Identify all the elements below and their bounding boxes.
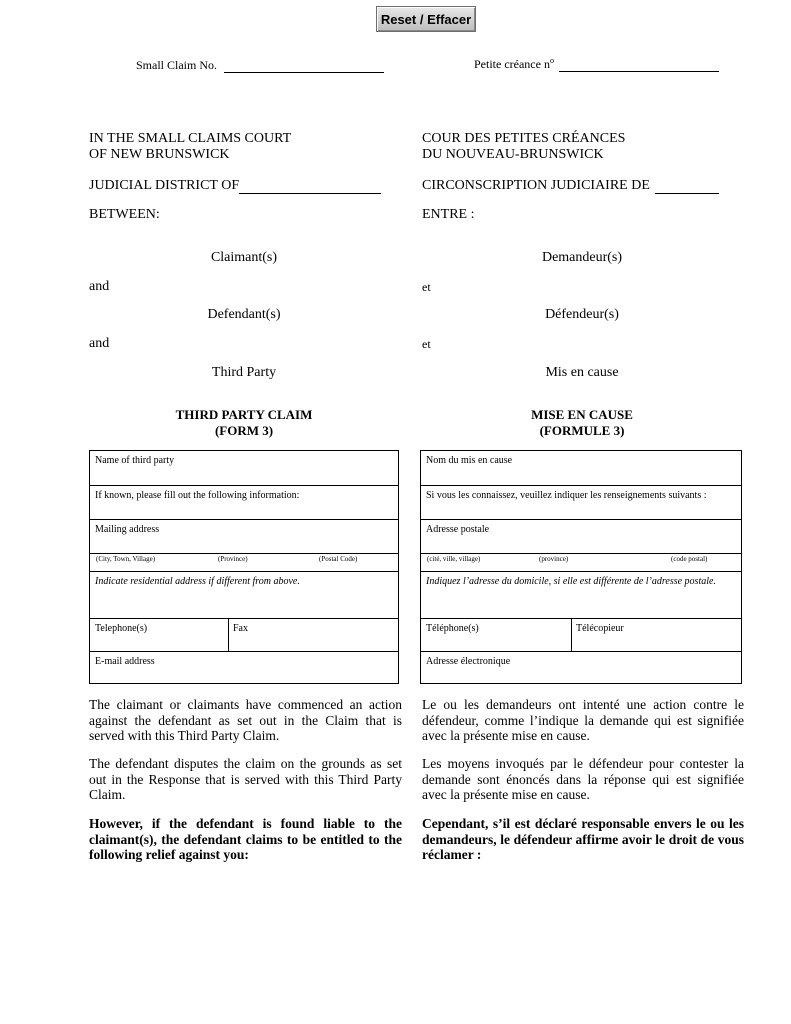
telephone-label-en: Telephone(s): [95, 623, 148, 634]
and-en-2: and: [89, 336, 110, 351]
postal-code-label-en: (Postal Code): [319, 555, 358, 563]
petite-creance-no-label: Petite créance n: [474, 57, 550, 71]
form-title-line2-fr: (FORMULE 3): [539, 423, 625, 438]
mailing-row-fr[interactable]: [421, 520, 741, 553]
paragraph-2-fr: Les moyens invoqués par le défendeur pour contester la demande sont énoncés dans la réponse qui est signifiée avec la présente mise en cause.: [422, 756, 744, 802]
paragraph-3-en: However, if the defendant is found liable to the claimant(s), the defendant claims to be entitled to the following relief against you:: [89, 816, 402, 862]
judicial-district-en: [89, 178, 381, 194]
between-en: BETWEEN:: [89, 207, 160, 222]
telephone-cell-fr[interactable]: [421, 619, 572, 651]
residential-row-fr[interactable]: [421, 572, 741, 619]
email-row-en[interactable]: [90, 652, 398, 683]
address-detail-row-fr: [421, 553, 741, 572]
and-en-1: and: [89, 279, 110, 294]
mailing-label-fr: Adresse postale: [426, 524, 490, 535]
form-title-line1-en: THIRD PARTY CLAIM: [175, 407, 313, 422]
judicial-district-label-fr: CIRCONSCRIPTION JUDICIAIRE DE: [422, 178, 650, 193]
name-label-en: Name of third party: [95, 455, 175, 466]
paragraph-1-en: The claimant or claimants have commenced an action against the defendant as set out in the Claim that is served with this Third Party Claim.: [89, 697, 402, 743]
third-party-label-en: Third Party: [211, 365, 277, 380]
between-fr: ENTRE :: [422, 207, 475, 222]
fax-cell-fr[interactable]: [571, 619, 741, 651]
form-title-line2-en: (FORM 3): [214, 423, 274, 438]
form-title-en: [89, 407, 399, 439]
judicial-district-field-en[interactable]: [239, 179, 381, 194]
fax-cell-en[interactable]: [228, 619, 398, 651]
if-known-label-fr: Si vous les connaissez, veuillez indiquer les renseignements suivants :: [426, 490, 707, 501]
defendant-label-fr: Défendeur(s): [545, 307, 619, 322]
paragraph-3-fr: Cependant, s’il est déclaré responsable envers le ou les demandeurs, le défendeur affirme avoir le droit de vous réclamer :: [422, 816, 744, 862]
small-claim-no-label: Small Claim No.: [136, 58, 217, 72]
postal-code-label-fr: (code postal): [671, 555, 708, 563]
fax-label-fr: Télécopieur: [576, 623, 624, 634]
judicial-district-label-en: JUDICIAL DISTRICT OF: [89, 178, 240, 193]
defendant-label-en: Defendant(s): [207, 307, 281, 322]
court-line2-en: OF NEW BRUNSWICK: [89, 147, 230, 162]
city-label-fr: (cité, ville, village): [427, 555, 481, 563]
court-line1-fr: COUR DES PETITES CRÉANCES: [422, 131, 626, 146]
if-known-row-fr: [421, 486, 741, 520]
claimant-label-fr: Demandeur(s): [541, 250, 623, 265]
court-line1-en: IN THE SMALL CLAIMS COURT: [89, 131, 292, 146]
third-party-label-fr: Mis en cause: [545, 365, 619, 380]
phone-fax-row-en: [90, 619, 398, 652]
province-label-en: (Province): [218, 555, 248, 563]
if-known-row-en: [90, 486, 398, 520]
court-name-en: [89, 131, 291, 163]
petite-creance-no-field[interactable]: [559, 59, 719, 72]
residential-label-fr: Indiquez l’adresse du domicile, si elle est différente de l’adresse postale.: [426, 576, 716, 587]
name-row-fr[interactable]: [421, 451, 741, 486]
residential-row-en[interactable]: [90, 572, 398, 619]
phone-fax-row-fr: [421, 619, 741, 652]
email-label-fr: Adresse électronique: [426, 656, 511, 667]
judicial-district-fr: [422, 178, 719, 194]
paragraph-1-fr: Le ou les demandeurs ont intenté une action contre le défendeur, comme l’indique la demande qui est signifiée avec la présente mise en cause.: [422, 697, 744, 743]
and-fr-1: et: [422, 280, 431, 294]
mailing-label-en: Mailing address: [95, 524, 160, 535]
residential-label-en: Indicate residential address if different from above.: [95, 576, 300, 587]
telephone-label-fr: Téléphone(s): [426, 623, 479, 634]
email-row-fr[interactable]: [421, 652, 741, 683]
superscript-o: o: [549, 56, 554, 65]
court-name-fr: [422, 131, 625, 163]
reset-button[interactable]: Reset / Effacer: [376, 6, 476, 32]
and-fr-2: et: [422, 337, 431, 351]
third-party-info-box-en: [89, 450, 399, 684]
form-title-fr: [422, 407, 742, 439]
province-label-fr: (province): [539, 555, 569, 563]
name-label-fr: Nom du mis en cause: [426, 455, 513, 466]
telephone-cell-en[interactable]: [90, 619, 229, 651]
name-row-en[interactable]: [90, 451, 398, 486]
small-claim-no: [136, 58, 396, 73]
email-label-en: E-mail address: [95, 656, 155, 667]
paragraph-2-en: The defendant disputes the claim on the grounds as set out in the Response that is served with this Third Party Claim.: [89, 756, 402, 802]
third-party-info-box-fr: [420, 450, 742, 684]
judicial-district-field-fr[interactable]: [655, 179, 719, 194]
small-claim-no-field[interactable]: [224, 60, 384, 73]
form-title-line1-fr: MISE EN CAUSE: [531, 407, 633, 422]
mailing-row-en[interactable]: [90, 520, 398, 553]
if-known-label-en: If known, please fill out the following information:: [95, 490, 300, 501]
fax-label-en: Fax: [233, 623, 248, 634]
address-detail-row-en: [90, 553, 398, 572]
court-line2-fr: DU NOUVEAU-BRUNSWICK: [422, 147, 604, 162]
petite-creance-no: [474, 56, 734, 72]
claimant-label-en: Claimant(s): [210, 250, 278, 265]
city-label-en: (City, Town, Village): [96, 555, 156, 563]
